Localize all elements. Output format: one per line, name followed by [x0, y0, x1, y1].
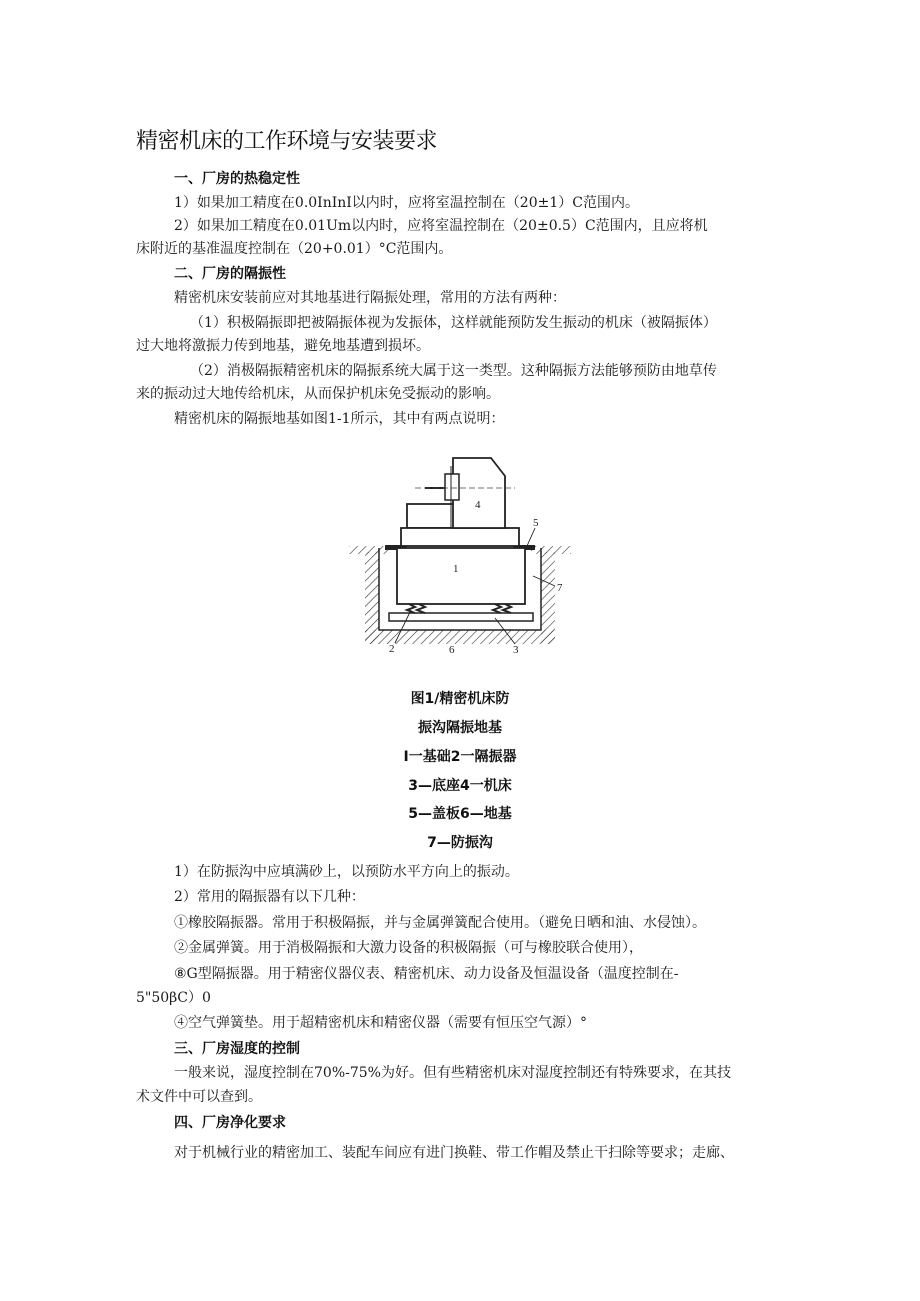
section-heading-vibration: 二、厂房的隔振性 [174, 266, 286, 282]
vibration-item-1b: 过大地将激振力传到地基，避免地基遭到损坏。 [136, 338, 430, 354]
machine-table [407, 504, 455, 528]
thermal-line-2b: 床附近的基准温度控制在（20+0.01）°C范围内。 [136, 241, 453, 257]
machine-bed [401, 528, 519, 546]
humidity-para-a: 一般来说，湿度控制在70%-75%为好。但有些精密机床对湿度控制还有特殊要求，在其技 [174, 1065, 731, 1081]
isolator-item-1: ①橡胶隔振器。常用于积极隔振，并与金属弹簧配合使用。（避免日晒和油、水侵蚀）。 [174, 915, 706, 931]
figure-caption-line-3: I一基础2一隔振器 [403, 749, 517, 765]
thermal-line-1: 1）如果加工精度在0.0InInI以内时，应将室温控制在（20±1）C范围内。 [174, 195, 639, 211]
diagram-label-foundation: 1 [453, 563, 459, 575]
diagram-label-machine: 4 [475, 499, 481, 511]
figure-caption-line-1: 图1/精密机床防 [410, 691, 510, 707]
foundation-block [397, 548, 525, 604]
diagram-label-trench: 7 [557, 582, 563, 594]
figure-caption-line-5: 5—盖板6—地基 [408, 806, 512, 822]
vibration-intro: 精密机床安装前应对其地基进行隔振处理，常用的方法有两种： [174, 290, 566, 306]
cleanliness-para: 对于机械行业的精密加工、装配车间应有进门换鞋、带工作帽及禁止干扫除等要求；走廊、 [174, 1145, 734, 1161]
figure-reference: 精密机床的隔振地基如图1-1所示，其中有两点说明： [174, 411, 505, 427]
section-heading-cleanliness: 四、厂房净化要求 [174, 1115, 286, 1131]
isolator-item-3b: 5"50βC）0 [136, 990, 211, 1006]
diagram-label-base: 3 [513, 644, 519, 656]
thermal-line-2a: 2）如果加工精度在0.01Um以内时，应将室温控制在（20±0.5）C范围内，且应将机 [174, 218, 708, 234]
vibration-item-1a: （1）积极隔振即把被隔振体视为发振体，这样就能预防发生振动的机床（被隔振体） [190, 315, 717, 331]
machine-column [453, 458, 505, 528]
base-plate [389, 613, 533, 621]
section-heading-thermal: 一、厂房的热稳定性 [174, 171, 300, 187]
isolation-foundation-diagram [345, 448, 575, 658]
isolators [407, 604, 511, 613]
isolator-item-2: ②金属弹簧。用于消极隔振和大激力设备的积极隔振（可与橡胶联合使用）， [174, 940, 643, 956]
figure-caption-line-6: 7—防振沟 [427, 835, 493, 851]
diagram-label-ground: 6 [449, 644, 455, 656]
spindle-head [445, 474, 459, 500]
note-2: 2）常用的隔振器有以下几种： [174, 889, 365, 905]
section-heading-humidity: 三、厂房湿度的控制 [174, 1041, 300, 1057]
document-title: 精密机床的工作环境与安装要求 [136, 129, 438, 154]
humidity-para-b: 术文件中可以查到。 [136, 1089, 262, 1105]
vibration-item-2a: （2）消极隔振精密机床的隔振系统大属于这一类型。这种隔振方法能够预防由地草传 [190, 363, 717, 379]
diagram-label-isolator: 2 [389, 643, 395, 655]
diagram-label-cover: 5 [533, 517, 539, 529]
isolator-item-4: ④空气弹簧垫。用于超精密机床和精密仪器（需要有恒压空气源）° [174, 1015, 587, 1031]
figure-caption-line-2: 振沟隔振地基 [418, 720, 502, 736]
figure-caption-line-4: 3—底座4一机床 [408, 778, 512, 794]
vibration-item-2b: 来的振动过大地传给机床，从而保护机床免受振动的影响。 [136, 386, 500, 402]
isolator-item-3a: ⑧G型隔振器。用于精密仪器仪表、精密机床、动力设备及恒温设备（温度控制在- [174, 966, 679, 982]
note-1: 1）在防振沟中应填满砂上，以预防水平方向上的振动。 [174, 864, 519, 880]
trench-bottom [365, 630, 555, 644]
